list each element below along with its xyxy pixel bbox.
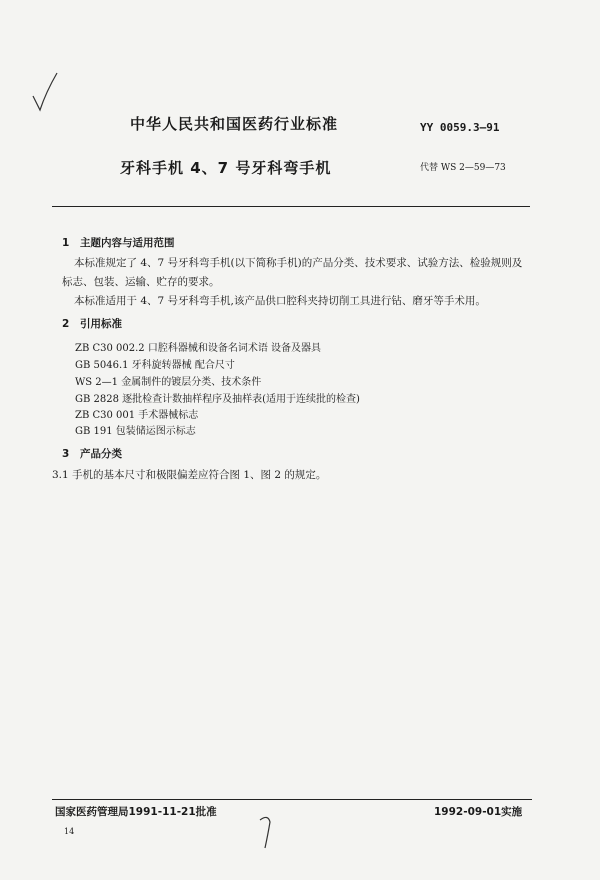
- section-2-heading: [62, 316, 122, 331]
- header-divider: [52, 206, 530, 207]
- clause-3-1: 3.1 手机的基本尺寸和极限偏差应符合图 1、图 2 的规定。: [52, 469, 327, 481]
- section-title: 产品分类: [80, 448, 122, 460]
- footer-divider: [52, 799, 532, 800]
- section-number: 2: [62, 318, 70, 330]
- reference-item: WS 2—1 金属制件的镀层分类、技术条件: [75, 377, 262, 388]
- document-title: 牙科手机 4、7 号牙科弯手机: [120, 159, 332, 177]
- reference-item: GB 191 包装储运图示标志: [75, 426, 196, 437]
- section-1-paragraph-1: 本标准规定了 4、7 号牙科弯手机(以下简称手机)的产品分类、技术要求、试验方法、检验规则及标志、包装、运输、贮存的要求。: [62, 257, 523, 288]
- section-1-paragraph-2: 本标准适用于 4、7 号牙科弯手机,该产品供口腔科夹持切削工具进行钻、磨牙等手术用。: [74, 295, 486, 307]
- reference-item: ZB C30 001 手术器械标志: [75, 410, 199, 421]
- page-number: 14: [64, 827, 75, 836]
- reference-item: ZB C30 002.2 口腔科器械和设备名词术语 设备及器具: [75, 343, 322, 354]
- replaces-note: 代替 WS 2—59—73: [420, 163, 506, 173]
- section-3-heading: [62, 446, 122, 461]
- implementation-date: 1992-09-01实施: [434, 806, 523, 818]
- handwritten-check-mark: [30, 70, 60, 115]
- standard-code: YY 0059.3—91: [420, 121, 500, 134]
- reference-item: GB 5046.1 牙科旋转器械 配合尺寸: [75, 360, 235, 371]
- section-number: 1: [62, 237, 70, 249]
- reference-item: GB 2828 逐批检查计数抽样程序及抽样表(适用于连续批的检查): [75, 394, 360, 405]
- handwritten-mark: [256, 812, 276, 852]
- section-title: 主题内容与适用范围: [80, 237, 175, 249]
- section-number: 3: [62, 448, 70, 460]
- section-title: 引用标准: [80, 318, 122, 330]
- approval-date: 国家医药管理局1991-11-21批准: [55, 806, 217, 818]
- section-1-heading: [62, 235, 175, 250]
- standard-category-title: 中华人民共和国医药行业标准: [130, 115, 339, 133]
